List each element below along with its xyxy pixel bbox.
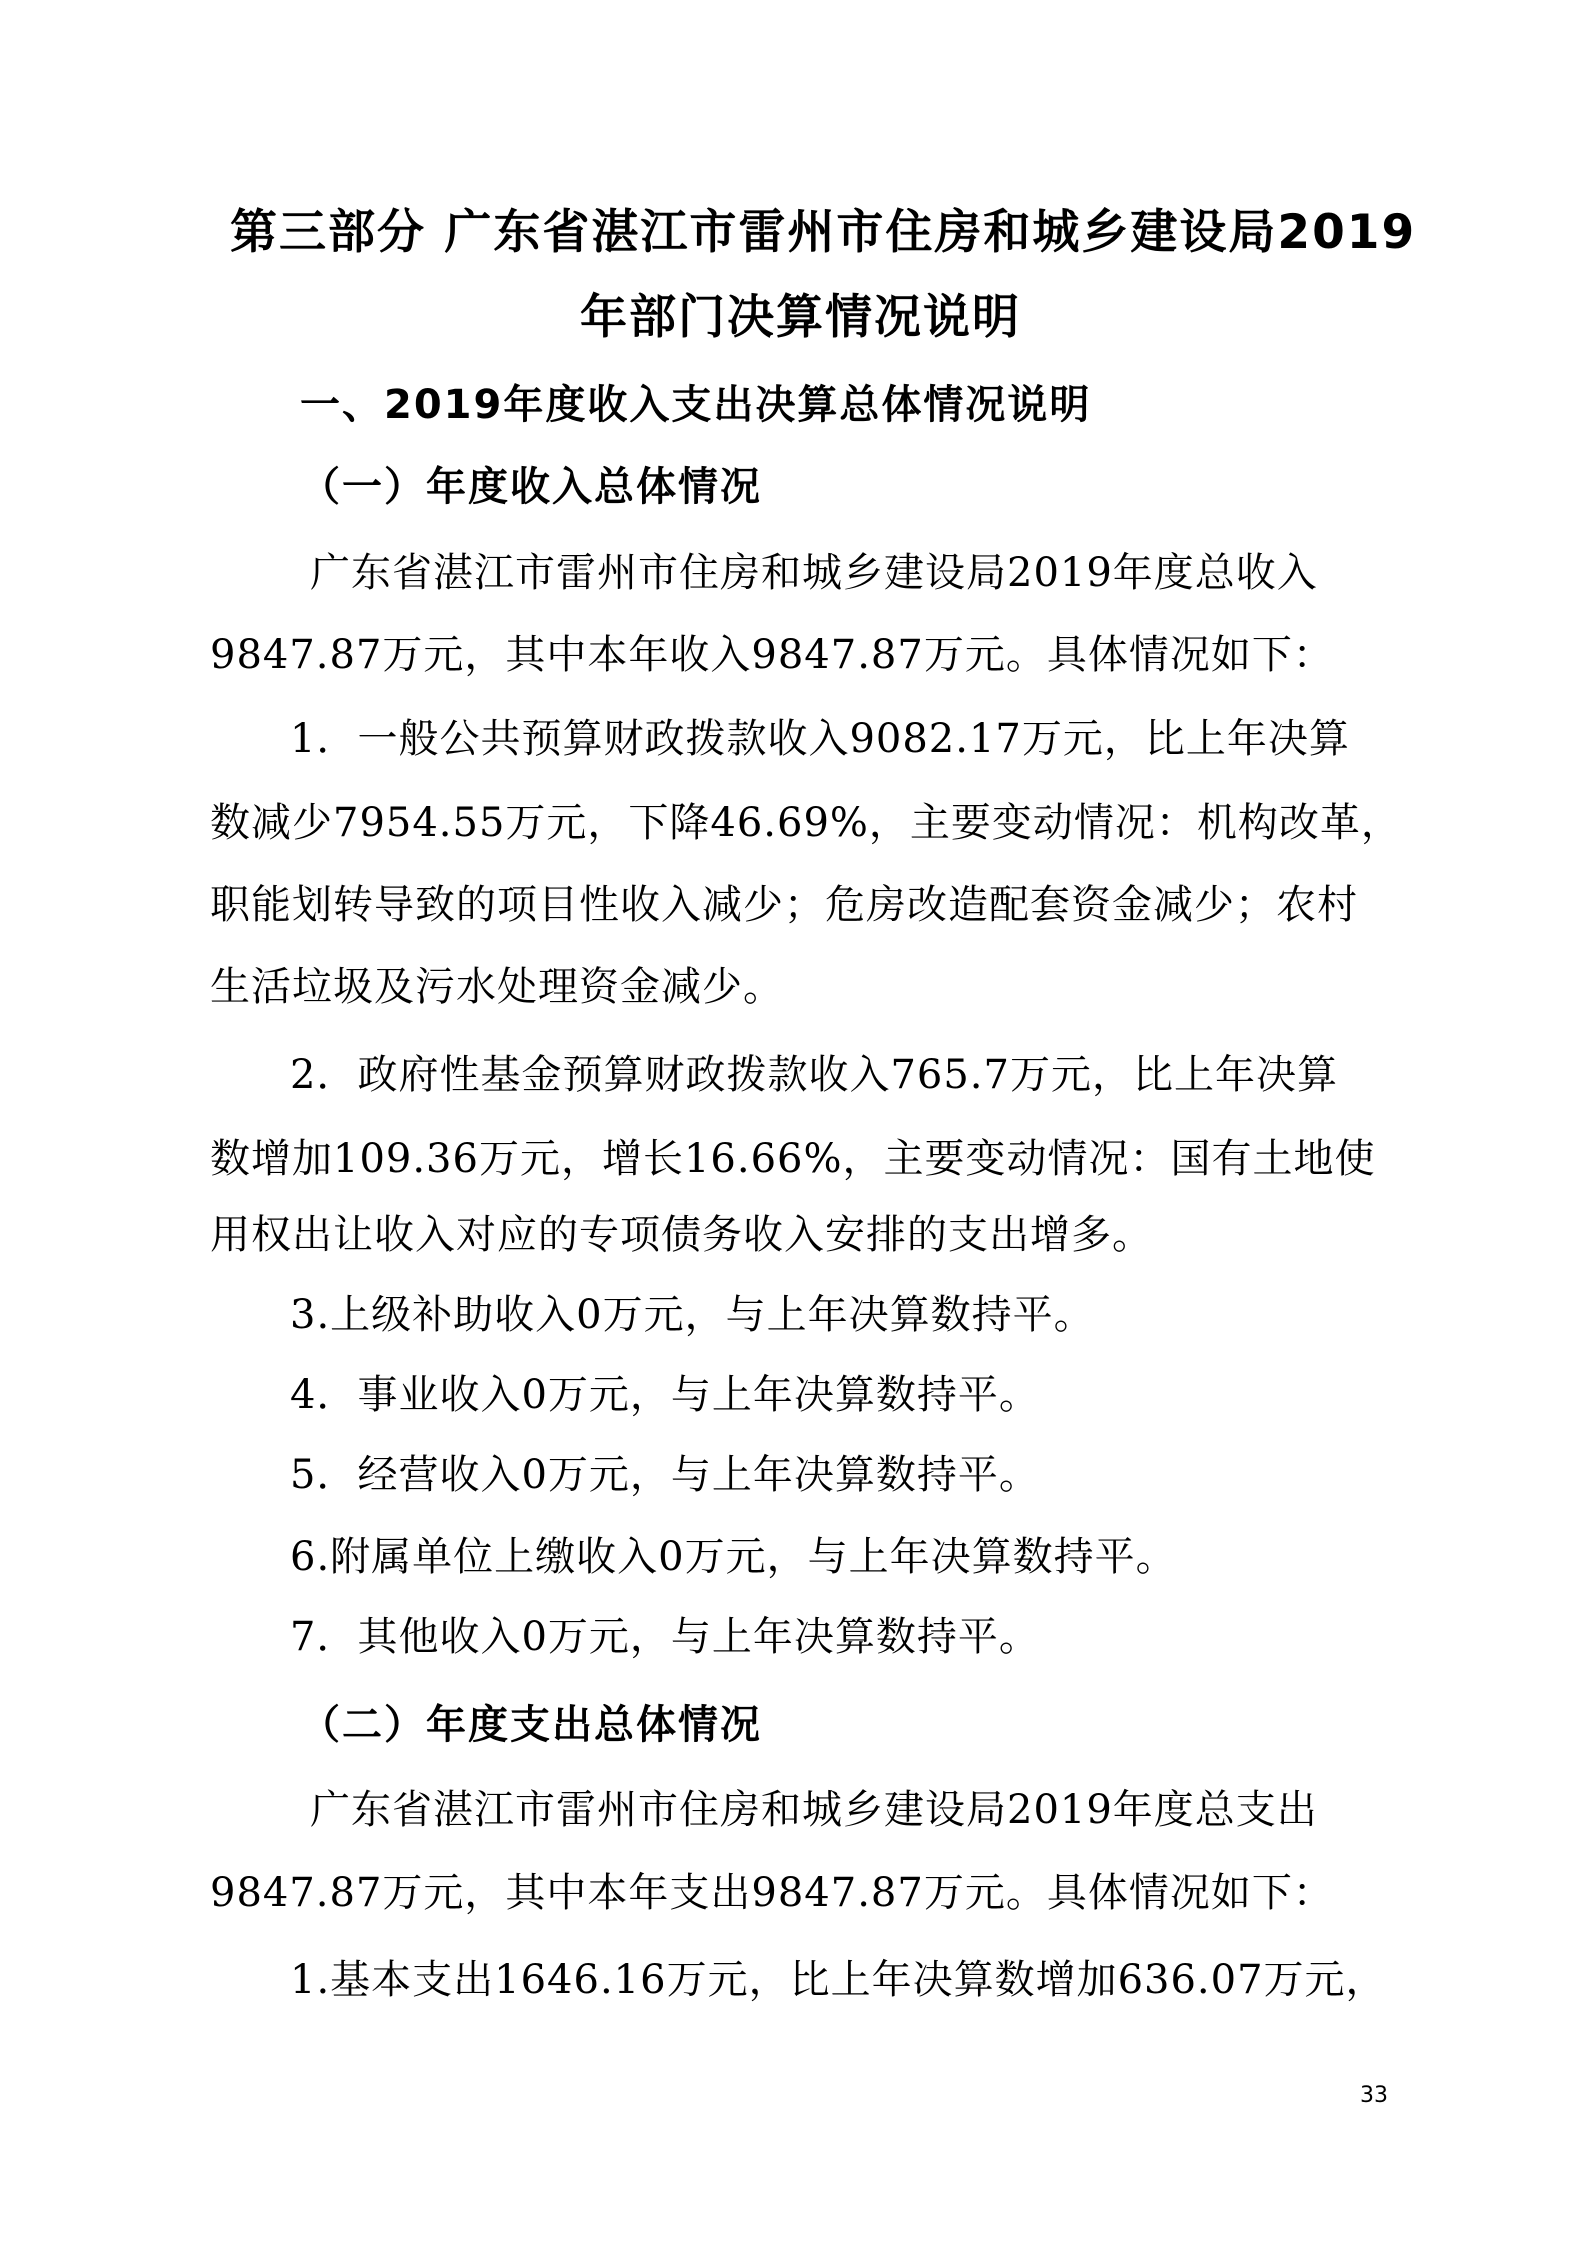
expenditure-intro-line-1: 广东省湛江市雷州市住房和城乡建设局2019年度总支出 bbox=[310, 1787, 1318, 1833]
income-item-5: 5．经营收入0万元，与上年决算数持平。 bbox=[290, 1452, 1040, 1498]
expenditure-intro-line-2: 9847.87万元，其中本年支出9847.87万元。具体情况如下： bbox=[210, 1870, 1334, 1916]
expenditure-item-1-line-1: 1.基本支出1646.16万元，比上年决算数增加636.07万元， bbox=[290, 1957, 1387, 2003]
income-item-2-line-3: 用权出让收入对应的专项债务收入安排的支出增多。 bbox=[210, 1212, 1153, 1258]
income-item-4: 4．事业收入0万元，与上年决算数持平。 bbox=[290, 1372, 1040, 1418]
subsection-heading-income: （一）年度收入总体情况 bbox=[300, 464, 762, 510]
document-title-line-1: 第三部分 广东省湛江市雷州市住房和城乡建设局2019 bbox=[230, 205, 1417, 260]
income-item-1-line-3: 职能划转导致的项目性收入减少；危房改造配套资金减少；农村 bbox=[210, 882, 1358, 928]
income-item-1-line-1: 1．一般公共预算财政拨款收入9082.17万元，比上年决算 bbox=[290, 716, 1350, 762]
income-item-2-line-1: 2．政府性基金预算财政拨款收入765.7万元，比上年决算 bbox=[290, 1052, 1338, 1098]
income-item-1-line-2: 数减少7954.55万元，下降46.69%，主要变动情况：机构改革， bbox=[210, 800, 1402, 846]
income-intro-line-2: 9847.87万元，其中本年收入9847.87万元。具体情况如下： bbox=[210, 632, 1334, 678]
income-item-6: 6.附属单位上缴收入0万元，与上年决算数持平。 bbox=[290, 1534, 1177, 1580]
income-item-3: 3.上级补助收入0万元，与上年决算数持平。 bbox=[290, 1292, 1095, 1338]
section-heading-overall: 一、2019年度收入支出决算总体情况说明 bbox=[300, 382, 1092, 428]
income-item-7: 7．其他收入0万元，与上年决算数持平。 bbox=[290, 1614, 1040, 1660]
income-item-2-line-2: 数增加109.36万元，增长16.66%，主要变动情况：国有土地使 bbox=[210, 1136, 1376, 1182]
subsection-heading-expenditure: （二）年度支出总体情况 bbox=[300, 1702, 762, 1748]
income-intro-line-1: 广东省湛江市雷州市住房和城乡建设局2019年度总收入 bbox=[310, 550, 1318, 596]
income-item-1-line-4: 生活垃圾及污水处理资金减少。 bbox=[210, 964, 784, 1010]
document-title-line-2: 年部门决算情况说明 bbox=[580, 290, 1021, 345]
page-number: 33 bbox=[1360, 2083, 1388, 2108]
